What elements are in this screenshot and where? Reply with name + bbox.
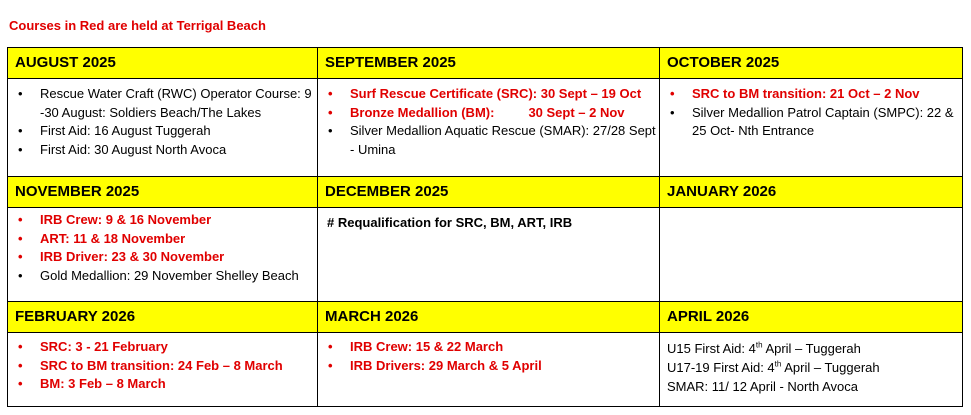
course-item-terrigal: • IRB Driver: 23 & 30 November	[18, 248, 317, 267]
course-list	[318, 85, 659, 159]
month-body-row	[8, 208, 963, 302]
month-header-october-2025: OCTOBER 2025	[660, 48, 963, 79]
course-item-terrigal: • ART: 11 & 18 November	[18, 230, 317, 249]
month-header-row	[8, 177, 963, 208]
month-cell-august-2025	[8, 79, 318, 177]
course-item: • Silver Medallion Patrol Captain (SMPC): 22 & 25 Oct- Nth Entrance	[670, 104, 962, 141]
course-list	[318, 338, 659, 375]
month-body-row	[8, 79, 963, 177]
month-header-row	[8, 48, 963, 79]
page-heading: Courses in Red are held at Terrigal Beach	[9, 18, 266, 33]
course-item-terrigal: • IRB Crew: 15 & 22 March	[328, 338, 659, 357]
month-header-row	[8, 302, 963, 333]
course-line: U17-19 First Aid: 4th April – Tuggerah	[667, 359, 880, 375]
course-item-terrigal: • IRB Drivers: 29 March & 5 April	[328, 357, 659, 376]
month-header-august-2025: AUGUST 2025	[8, 48, 318, 79]
course-name: Bronze Medallion (BM):	[350, 104, 495, 120]
course-item: • Rescue Water Craft (RWC) Operator Course: 9 -30 August: Soldiers Beach/The Lakes	[18, 85, 317, 122]
month-cell-february-2026	[8, 333, 318, 407]
month-cell-september-2025	[318, 79, 660, 177]
course-item-terrigal: • SRC to BM transition: 21 Oct – 2 Nov	[670, 85, 962, 104]
month-cell-november-2025	[8, 208, 318, 302]
course-item: • Gold Medallion: 29 November Shelley Beach	[18, 267, 317, 286]
month-header-november-2025: NOVEMBER 2025	[8, 177, 318, 208]
month-cell-march-2026	[318, 333, 660, 407]
course-item-terrigal	[328, 104, 659, 123]
month-body-row	[8, 333, 963, 407]
course-list	[8, 338, 317, 394]
month-header-april-2026: APRIL 2026	[660, 302, 963, 333]
month-cell-april-2026	[660, 333, 963, 407]
month-cell-december-2025	[318, 208, 660, 302]
course-calendar-table	[7, 47, 963, 407]
month-header-january-2026: JANUARY 2026	[660, 177, 963, 208]
course-dates: 30 Sept – 2 Nov	[528, 104, 625, 120]
month-cell-october-2025	[660, 79, 963, 177]
course-list	[8, 85, 317, 159]
course-item-terrigal: • Surf Rescue Certificate (SRC): 30 Sept – 19 Oct	[328, 85, 659, 104]
course-list	[8, 211, 317, 285]
month-cell-january-2026	[660, 208, 963, 302]
month-header-september-2025: SEPTEMBER 2025	[318, 48, 660, 79]
course-lines	[667, 339, 962, 396]
course-item-terrigal: • IRB Crew: 9 & 16 November	[18, 211, 317, 230]
course-item-terrigal: • BM: 3 Feb – 8 March	[18, 375, 317, 394]
course-item: • First Aid: 16 August Tuggerah	[18, 122, 317, 141]
course-line: U15 First Aid: 4th April – Tuggerah	[667, 340, 861, 356]
month-header-december-2025: DECEMBER 2025	[318, 177, 660, 208]
course-item-terrigal: • SRC: 3 - 21 February	[18, 338, 317, 357]
course-item: • Silver Medallion Aquatic Rescue (SMAR): 27/28 Sept - Umina	[328, 122, 659, 159]
requalification-note: # Requalification for SRC, BM, ART, IRB	[327, 215, 573, 230]
course-item: • First Aid: 30 August North Avoca	[18, 141, 317, 160]
month-header-february-2026: FEBRUARY 2026	[8, 302, 318, 333]
month-header-march-2026: MARCH 2026	[318, 302, 660, 333]
course-list	[660, 85, 962, 141]
course-item-terrigal: • SRC to BM transition: 24 Feb – 8 March	[18, 357, 317, 376]
course-line: SMAR: 11/ 12 April - North Avoca	[667, 379, 858, 394]
